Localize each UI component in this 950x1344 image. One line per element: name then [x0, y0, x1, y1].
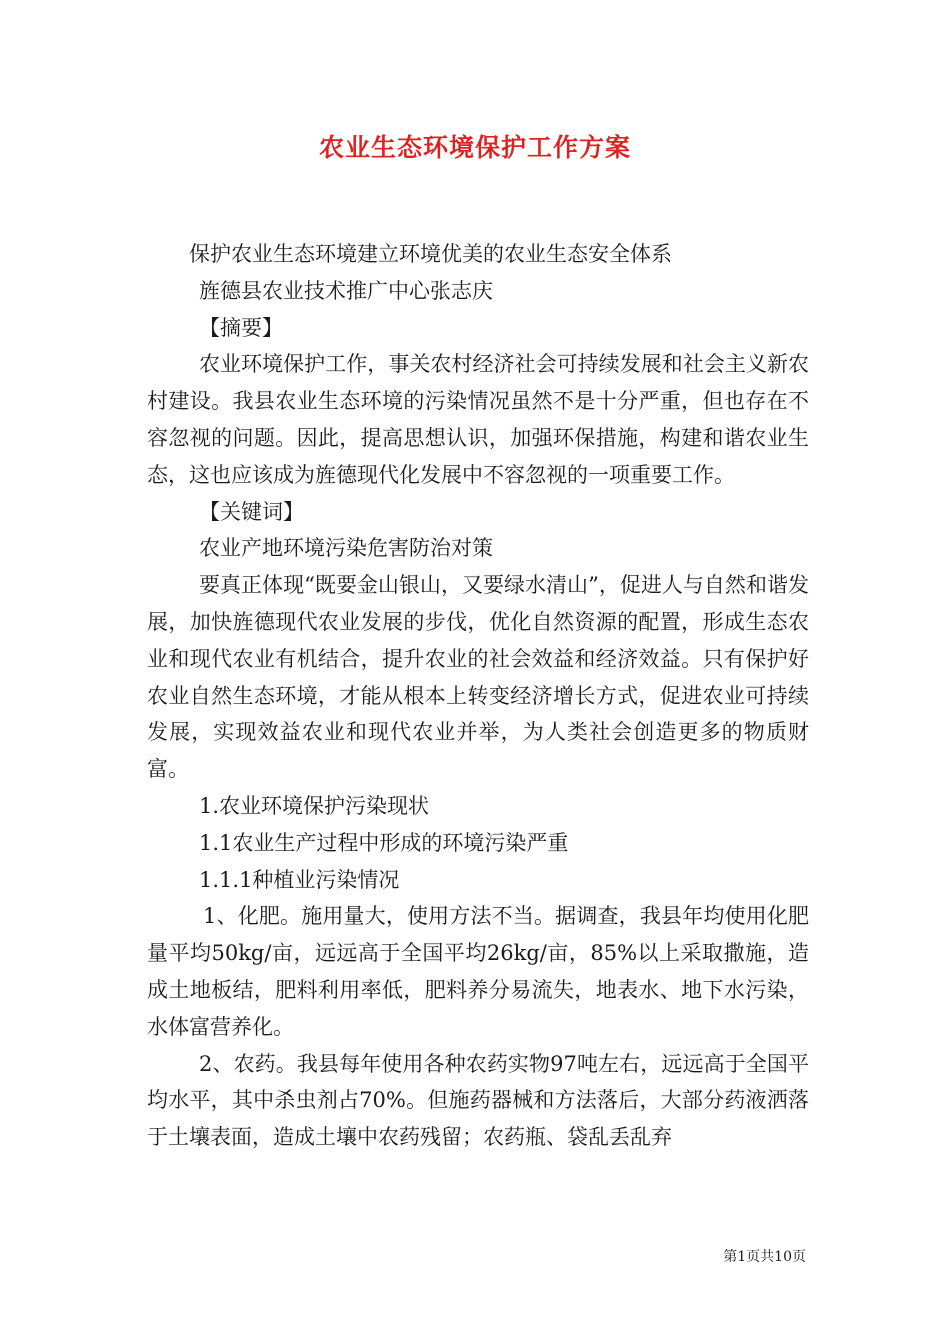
keywords-text: 农业产地环境污染危害防治对策 [199, 536, 493, 561]
section-heading-1-1-1: 1.1.1种植业污染情况 [199, 867, 400, 892]
pesticide-paragraph: 2、农药。我县每年使用各种农药实物97吨左右，远远高于全国平均水平，其中杀虫剂占70%。但施药器械和方法落后，大部分药液洒落于土壤表面，造成土壤中农药残留；农药瓶、袋乱丢乱弃 [147, 1051, 809, 1150]
document-body [147, 236, 809, 1156]
section-heading-1-1: 1.1农业生产过程中形成的环境污染严重 [199, 830, 569, 855]
page-number-footer: 第1页共10页 [723, 1249, 806, 1265]
subtitle: 保护农业生态环境建立环境优美的农业生态安全体系 [189, 242, 672, 266]
abstract-heading: 【摘要】 [199, 315, 283, 340]
keywords-heading: 【关键词】 [199, 499, 304, 524]
abstract-paragraph: 农业环境保护工作，事关农村经济社会可持续发展和社会主义新农村建设。我县农业生态环境的污染情况虽然不是十分严重，但也存在不容忽视的问题。因此，提高思想认识，加强环保措施，构建和谐农业生态，这也应该成为旌德现代化发展中不容忽视的一项重要工作。 [147, 352, 809, 487]
fertilizer-paragraph: 1、化肥。施用量大，使用方法不当。据调查，我县年均使用化肥量平均50kg/亩，远远高于全国平均26kg/亩，85%以上采取撒施，造成土地板结，肥料利用率低，肥料养分易流失，地表水、地下水污染，水体富营养化。 [147, 904, 809, 1039]
author-line: 旌德县农业技术推广中心张志庆 [199, 278, 493, 303]
section-heading-1: 1.农业环境保护污染现状 [199, 793, 430, 818]
intro-paragraph: 要真正体现“既要金山银山，又要绿水清山”，促进人与自然和谐发展，加快旌德现代农业发展的步伐，优化自然资源的配置，形成生态农业和现代农业有机结合，提升农业的社会效益和经济效益。只有保护好农业自然生态环境，才能从根本上转变经济增长方式，促进农业可持续发展，实现效益农业和现代农业并举，为人类社会创造更多的物质财富。 [147, 573, 809, 782]
document-title: 农业生态环境保护工作方案 [318, 133, 631, 162]
